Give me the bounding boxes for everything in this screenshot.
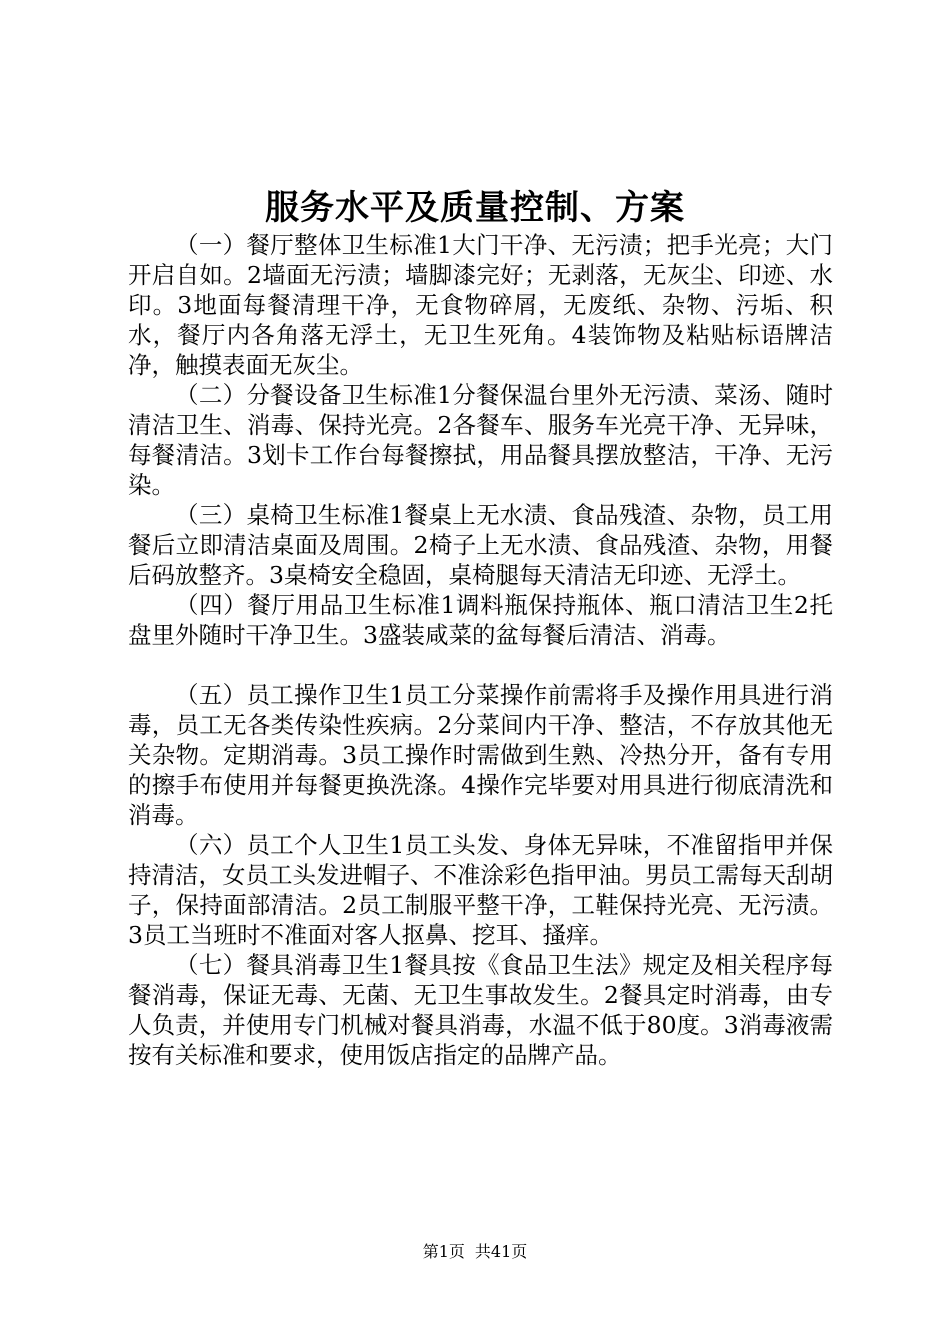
paragraph-staff-personal-hygiene: （六）员工个人卫生1员工头发、身体无异味，不准留指甲并保持清洁，女员工头发进帽子、不准涂彩色指甲油。男员工需每天刮胡子，保持面部清洁。2员工制服平整干净，工鞋保持光亮、无污渍。3员工当班时不准面对客人抠鼻、挖耳、搔痒。 [128,831,833,949]
document-body [128,230,833,1070]
page-title: 服务水平及质量控制、方案 [265,188,685,228]
paragraph-serving-equipment-hygiene: （二）分餐设备卫生标准1分餐保温台里外无污渍、菜汤、随时清洁卫生、消毒、保持光亮。2各餐车、服务车光亮干净、无异味，每餐清洁。3划卡工作台每餐擦拭，用品餐具摆放整洁，干净、无污染。 [128,381,833,499]
page-total: 共41页 [474,1242,528,1261]
paragraph-tableware-disinfection: （七）餐具消毒卫生1餐具按《食品卫生法》规定及相关程序每餐消毒，保证无毒、无菌、无卫生事故发生。2餐具定时消毒，由专人负责，并使用专门机械对餐具消毒，水温不低于80度。3消毒液需按有关标准和要求，使用饭店指定的品牌产品。 [128,951,833,1069]
page-number: 第1页 [422,1242,465,1261]
paragraph-dining-supplies-hygiene: （四）餐厅用品卫生标准1调料瓶保持瓶体、瓶口清洁卫生2托盘里外随时干净卫生。3盛装咸菜的盆每餐后清洁、消毒。 [128,591,833,649]
paragraph-staff-operation-hygiene: （五）员工操作卫生1员工分菜操作前需将手及操作用具进行消毒，员工无各类传染性疾病。2分菜间内干净、整洁，不存放其他无关杂物。定期消毒。3员工操作时需做到生熟、冷热分开，备有专用的擦手布使用并每餐更换洗涤。4操作完毕要对用具进行彻底清洗和消毒。 [128,681,833,829]
paragraph-tables-chairs-hygiene: （三）桌椅卫生标准1餐桌上无水渍、食品残渣、杂物，员工用餐后立即清洁桌面及周围。2椅子上无水渍、食品残渣、杂物，用餐后码放整齐。3桌椅安全稳固，桌椅腿每天清洁无印迹、无浮土。 [128,501,833,589]
page-footer [0,1240,950,1264]
paragraph-dining-hall-hygiene: （一）餐厅整体卫生标准1大门干净、无污渍；把手光亮；大门开启自如。2墙面无污渍；墙脚漆完好；无剥落，无灰尘、印迹、水印。3地面每餐清理干净，无食物碎屑，无废纸、杂物、污垢、积水，餐厅内各角落无浮土，无卫生死角。4装饰物及粘贴标语牌洁净，触摸表面无灰尘。 [128,231,833,379]
